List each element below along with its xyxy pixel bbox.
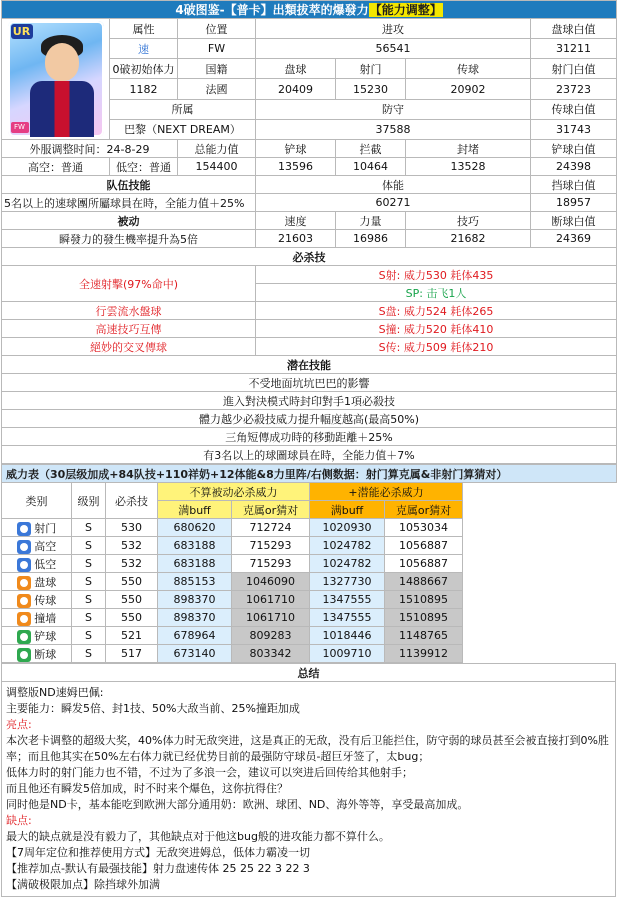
potential-item-1: 不受地面坑坑巴巴的影響 <box>2 374 617 392</box>
power-type: 高空 <box>34 539 57 553</box>
page-title <box>2 1 617 19</box>
passive-text: 瞬發力的發生機率提升為5倍 <box>2 230 256 248</box>
header-speed: 速度 <box>256 212 336 230</box>
page <box>1 0 616 897</box>
power-value-potential-full: 1327730 <box>310 573 385 591</box>
power-value-full: 898370 <box>158 609 232 627</box>
summary-header: 总结 <box>2 664 616 682</box>
special-name-3: 高速技巧互傳 <box>2 320 256 338</box>
skill-type-icon <box>17 594 31 608</box>
power-value-counter: 715293 <box>232 555 310 573</box>
power-type: 铲球 <box>34 629 57 643</box>
pass-base-value: 31743 <box>531 119 617 139</box>
power-row <box>2 591 617 609</box>
power-level: S <box>72 591 106 609</box>
update-date: 外服调整时间：24-8-29 <box>2 140 178 158</box>
dribble-base-value: 31211 <box>531 39 617 59</box>
power-value-potential-counter: 1488667 <box>385 573 463 591</box>
header-pass: 传球 <box>406 59 531 79</box>
header-total: 总能力值 <box>178 140 256 158</box>
power-value-potential-full: 1020930 <box>310 519 385 537</box>
summary-pros-1: 本次老卡调整的超级大奖，40%体力时无敌突进，这是真正的无敌，没有后卫能拦住，防守弱的球员甚至会被直接打到0%胜率；而且他其实在50%左右体力就已经优势目前的最强防守球员-超巨牙签了，太bug； <box>6 734 609 763</box>
power-skill: 517 <box>106 645 158 663</box>
power-value-potential-full: 1024782 <box>310 555 385 573</box>
skill-type-icon <box>17 612 31 626</box>
special-name-4: 絕妙的交叉傳球 <box>2 338 256 356</box>
potential-item-3: 體力越少必殺技威力提升幅度越高(最高50%) <box>2 410 617 428</box>
power-group-potential: +潜能必杀威力 <box>310 483 463 501</box>
power-sub-counter-2: 克属or猜对 <box>385 501 463 519</box>
power-level: S <box>72 645 106 663</box>
header-team-skill: 队伍技能 <box>2 176 256 194</box>
power-value-counter: 1046090 <box>232 573 310 591</box>
rarity-badge: UR <box>11 24 33 39</box>
header-stamina-total: 体能 <box>256 176 531 194</box>
intercept-value: 10464 <box>336 158 406 176</box>
header-pass-base: 传球白值 <box>531 99 617 119</box>
header-shoot-base: 射门白值 <box>531 59 617 79</box>
power-skill: 532 <box>106 555 158 573</box>
power-level: S <box>72 573 106 591</box>
summary-line-b: 【推荐加点-默认有最强技能】射力盘速传体 25 25 22 3 22 3 <box>6 862 310 875</box>
power-value-counter: 803342 <box>232 645 310 663</box>
power-level: S <box>72 519 106 537</box>
power-type: 盘球 <box>34 575 57 589</box>
power-type-cell <box>2 627 72 645</box>
power-value-counter: 715293 <box>232 537 310 555</box>
power-type-cell <box>2 591 72 609</box>
potential-item-4: 三角短傳成功時的移動距離＋25% <box>2 428 617 446</box>
power-value-potential-full: 1347555 <box>310 591 385 609</box>
power-value-potential-counter: 1510895 <box>385 591 463 609</box>
summary-pros-4: 同时他是ND卡，基本能吃到欧洲大部分通用奶：欧洲、球团、ND、海外等等，享受最高加成。 <box>6 798 469 811</box>
header-dribble-base: 盘球白值 <box>531 19 617 39</box>
position-value: FW <box>178 39 256 59</box>
power-type-cell <box>2 609 72 627</box>
attack-value: 56541 <box>256 39 531 59</box>
power-type: 撞墙 <box>34 611 57 625</box>
header-attribute: 属性 <box>110 19 178 39</box>
power-sub-full-1: 满buff <box>158 501 232 519</box>
summary-line-1: 调整版ND速姆巴佩: <box>6 686 104 699</box>
power-value-full: 678964 <box>158 627 232 645</box>
header-dribble: 盘球 <box>256 59 336 79</box>
summary-pros-3: 而且他还有瞬发5倍加成，时不时来个爆色，这你抗得住？ <box>6 782 288 795</box>
header-block-base: 挡球白值 <box>531 176 617 194</box>
power-group-base: 不算被动必杀威力 <box>158 483 310 501</box>
power-table <box>1 464 617 663</box>
power-value-potential-counter: 1056887 <box>385 555 463 573</box>
power-value-potential-counter: 1510895 <box>385 609 463 627</box>
power-type: 断球 <box>34 647 57 661</box>
header-tackle-base: 铲球白值 <box>531 140 617 158</box>
tackle-base-value: 24398 <box>531 158 617 176</box>
power-type: 传球 <box>34 593 57 607</box>
header-stamina: 0破初始体力 <box>110 59 178 79</box>
power-value-potential-counter: 1053034 <box>385 519 463 537</box>
power-header-skill: 必杀技 <box>106 483 158 519</box>
power-value-counter: 1061710 <box>232 591 310 609</box>
power-value: 16986 <box>336 230 406 248</box>
header-tackle: 铲球 <box>256 140 336 158</box>
power-row <box>2 537 617 555</box>
power-value-counter: 712724 <box>232 519 310 537</box>
power-value-full: 885153 <box>158 573 232 591</box>
power-value-potential-full: 1009710 <box>310 645 385 663</box>
special-header: 必杀技 <box>2 248 617 266</box>
special-name-1: 全速射擊(97%命中) <box>2 266 256 302</box>
header-tech: 技巧 <box>406 212 531 230</box>
card-portrait <box>2 19 110 140</box>
header-power: 力量 <box>336 212 406 230</box>
power-table-caption: 威力表（30层级加成+84队技+110祥奶+12体能&8力里阵/右侧数据：射门算克属&非射门算猜对） <box>2 465 617 483</box>
block-value: 13528 <box>406 158 531 176</box>
header-block: 封堵 <box>406 140 531 158</box>
pass-value: 20902 <box>406 79 531 99</box>
nation-value: 法國 <box>178 79 256 99</box>
power-row <box>2 555 617 573</box>
total-value: 154400 <box>178 158 256 176</box>
skill-type-icon <box>17 576 31 590</box>
defense-value: 37588 <box>256 119 531 139</box>
header-shoot: 射门 <box>336 59 406 79</box>
cut-base-value: 24369 <box>531 230 617 248</box>
potential-item-5: 有3名以上的球圖球員在時，全能力值＋7% <box>2 446 617 464</box>
power-value-counter: 809283 <box>232 627 310 645</box>
team-skill-text: 5名以上的速球團所屬球員在時，全能力值＋25% <box>2 194 256 212</box>
special-desc-4: S传: 威力509 耗体210 <box>256 338 617 356</box>
power-row <box>2 609 617 627</box>
stamina-total-value: 60271 <box>256 194 531 212</box>
power-header-level: 级别 <box>72 483 106 519</box>
power-rows <box>2 519 617 663</box>
summary-pros-2: 低体力时的射门能力也不错，不过为了多浪一会，建议可以突进后回传给其他射手； <box>6 766 413 779</box>
power-skill: 550 <box>106 591 158 609</box>
potential-header: 潜在技能 <box>2 356 617 374</box>
skill-type-icon <box>17 648 31 662</box>
power-value-full: 683188 <box>158 537 232 555</box>
card-info-table <box>1 0 617 464</box>
player-card-image <box>8 21 104 137</box>
header-defense: 防守 <box>256 99 531 119</box>
power-header-type: 类别 <box>2 483 72 519</box>
dribble-value: 20409 <box>256 79 336 99</box>
power-skill: 530 <box>106 519 158 537</box>
power-level: S <box>72 627 106 645</box>
power-type-cell <box>2 645 72 663</box>
power-skill: 521 <box>106 627 158 645</box>
power-skill: 550 <box>106 573 158 591</box>
power-row <box>2 645 617 663</box>
power-skill: 532 <box>106 537 158 555</box>
summary-body <box>1 682 616 897</box>
power-value-potential-counter: 1139912 <box>385 645 463 663</box>
summary-table <box>1 663 616 682</box>
special-desc-1b: SP: 击飞1人 <box>256 284 617 302</box>
power-value-potential-full: 1024782 <box>310 537 385 555</box>
summary-line-2: 主要能力：瞬发5倍、封1技、50%大敌当前、25%撞距加成 <box>6 702 300 715</box>
power-sub-counter-1: 克属or猜对 <box>232 501 310 519</box>
power-level: S <box>72 537 106 555</box>
summary-line-c: 【满破极限加点】除挡球外加满 <box>6 878 160 891</box>
summary-cons-1: 最大的缺点就是没有毅力了，其他缺点对于他这bug般的进攻能力都不算什么。 <box>6 830 390 843</box>
summary-pros-label: 亮点: <box>6 718 32 731</box>
power-row <box>2 519 617 537</box>
power-type-cell <box>2 519 72 537</box>
power-level: S <box>72 609 106 627</box>
power-value-full: 673140 <box>158 645 232 663</box>
attribute-value: 速 <box>110 39 178 59</box>
power-value-potential-counter: 1056887 <box>385 537 463 555</box>
skill-type-icon <box>17 558 31 572</box>
power-level: S <box>72 555 106 573</box>
power-skill: 550 <box>106 609 158 627</box>
stamina-value: 1182 <box>110 79 178 99</box>
speed-value: 21603 <box>256 230 336 248</box>
shoot-value: 15230 <box>336 79 406 99</box>
special-name-2: 行雲流水盤球 <box>2 302 256 320</box>
power-type-cell <box>2 555 72 573</box>
position-badge: FW <box>11 122 29 133</box>
header-intercept: 拦截 <box>336 140 406 158</box>
power-value-potential-full: 1018446 <box>310 627 385 645</box>
header-passive: 被动 <box>2 212 256 230</box>
block-base-value: 18957 <box>531 194 617 212</box>
tackle-value: 13596 <box>256 158 336 176</box>
power-type-cell <box>2 573 72 591</box>
power-value-counter: 1061710 <box>232 609 310 627</box>
title-card-name: 【普卡】出類拔萃的爆發力 <box>224 3 369 17</box>
header-team: 所属 <box>110 99 256 119</box>
skill-type-icon <box>17 630 31 644</box>
power-row <box>2 627 617 645</box>
potential-item-2: 進入對決模式時封印對手1項必殺技 <box>2 392 617 410</box>
header-position: 位置 <box>178 19 256 39</box>
special-desc-2: S盘: 威力524 耗体265 <box>256 302 617 320</box>
power-value-full: 898370 <box>158 591 232 609</box>
shoot-base-value: 23723 <box>531 79 617 99</box>
summary-line-a: 【7周年定位和推荐使用方式】无敌突进姆总，低体力霸凌一切 <box>6 846 310 859</box>
special-desc-3: S撞: 威力520 耗体410 <box>256 320 617 338</box>
header-cut-base: 断球白值 <box>531 212 617 230</box>
special-desc-1: S射: 威力530 耗体435 <box>256 266 617 284</box>
skill-type-icon <box>17 540 31 554</box>
power-value-full: 680620 <box>158 519 232 537</box>
power-value-full: 683188 <box>158 555 232 573</box>
header-nation: 国籍 <box>178 59 256 79</box>
summary-cons-label: 缺点: <box>6 814 32 827</box>
tech-value: 21682 <box>406 230 531 248</box>
power-type: 射门 <box>34 521 57 535</box>
power-type-cell <box>2 537 72 555</box>
power-row <box>2 573 617 591</box>
header-attack: 进攻 <box>256 19 531 39</box>
high-ball: 高空：普通 <box>2 158 110 176</box>
power-value-potential-counter: 1148765 <box>385 627 463 645</box>
power-type: 低空 <box>34 557 57 571</box>
power-value-potential-full: 1347555 <box>310 609 385 627</box>
power-sub-full-2: 满buff <box>310 501 385 519</box>
low-ball: 低空：普通 <box>110 158 178 176</box>
title-tag: 【能力调整】 <box>369 3 442 17</box>
team-value: 巴黎（NEXT DREAM） <box>110 119 256 139</box>
skill-type-icon <box>17 522 31 536</box>
title-prefix: 4破图鉴- <box>175 3 225 17</box>
